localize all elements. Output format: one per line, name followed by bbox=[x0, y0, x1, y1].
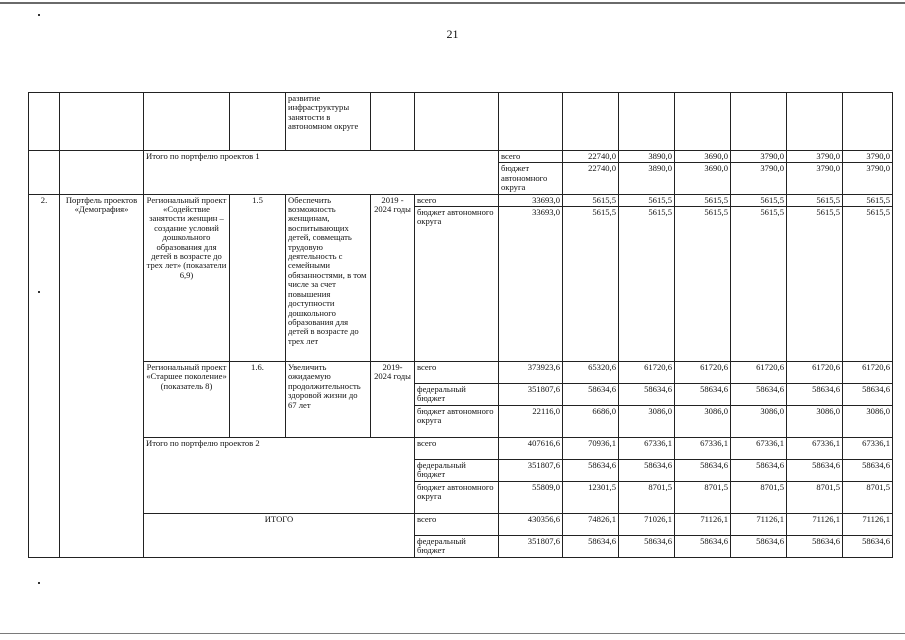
cell-portfolio: Портфель проектов «Демография» bbox=[60, 194, 144, 557]
page-number: 21 bbox=[446, 27, 459, 41]
cell-value: 58634,6 bbox=[787, 384, 843, 406]
cell-value: 3790,0 bbox=[843, 151, 893, 163]
cell-value: 3890,0 bbox=[619, 163, 675, 194]
scan-speck bbox=[38, 14, 40, 16]
cell-source: всего bbox=[415, 362, 499, 384]
cell-value: 71026,1 bbox=[619, 514, 675, 536]
cell-value: 33693,0 bbox=[499, 194, 563, 206]
cell-value: 5615,5 bbox=[675, 207, 731, 362]
cell-value: 5615,5 bbox=[675, 194, 731, 206]
cell-value: 5615,5 bbox=[563, 207, 619, 362]
cell-portfolio bbox=[60, 93, 144, 151]
cell-value: 67336,1 bbox=[787, 438, 843, 460]
cell-value: 22740,0 bbox=[563, 151, 619, 163]
cell-value: 8701,5 bbox=[787, 482, 843, 514]
cell-value: 5615,5 bbox=[787, 194, 843, 206]
cell-source: федеральный бюджет bbox=[415, 536, 499, 558]
cell-portfolio bbox=[60, 151, 144, 195]
cell-value: 3690,0 bbox=[675, 151, 731, 163]
cell-value: 3790,0 bbox=[731, 163, 787, 194]
table-row bbox=[29, 536, 893, 558]
cell-project bbox=[144, 93, 230, 151]
cell-value: 58634,6 bbox=[787, 536, 843, 558]
cell-value: 5615,5 bbox=[619, 207, 675, 362]
cell-source: бюджет автономного округа bbox=[415, 482, 499, 514]
cell-value: 67336,1 bbox=[675, 438, 731, 460]
cell-value: 58634,6 bbox=[731, 536, 787, 558]
portfolio2-total-label: Итого по портфелю проектов 2 bbox=[144, 438, 415, 514]
cell-value bbox=[619, 93, 675, 151]
cell-value: 3890,0 bbox=[619, 151, 675, 163]
cell-goal: развитие инфраструктуры занятости в автономном округе bbox=[286, 93, 371, 151]
cell-value: 3086,0 bbox=[731, 406, 787, 438]
cell-value: 8701,5 bbox=[731, 482, 787, 514]
cell-code: 1.5 bbox=[230, 194, 286, 361]
cell-source: федеральный бюджет bbox=[415, 460, 499, 482]
cell-value: 8701,5 bbox=[843, 482, 893, 514]
cell-source: бюджет автономного округа bbox=[415, 406, 499, 438]
cell-value: 71126,1 bbox=[675, 514, 731, 536]
cell-value: 12301,5 bbox=[563, 482, 619, 514]
bottom-border-line bbox=[0, 633, 905, 634]
cell-source: всего bbox=[415, 194, 499, 206]
cell-project: Региональный проект «Содействие занятости женщин – создание условий дошкольного образования для детей в возрасте до трех лет» (показатели 6,9) bbox=[144, 194, 230, 361]
cell-value: 61720,6 bbox=[843, 362, 893, 384]
cell-value: 3790,0 bbox=[731, 151, 787, 163]
cell-number bbox=[29, 93, 60, 151]
cell-value: 67336,1 bbox=[843, 438, 893, 460]
cell-value bbox=[499, 93, 563, 151]
cell-value: 407616,6 bbox=[499, 438, 563, 460]
cell-value bbox=[787, 93, 843, 151]
cell-value: 5615,5 bbox=[563, 194, 619, 206]
table-row bbox=[29, 438, 893, 460]
cell-value: 58634,6 bbox=[787, 460, 843, 482]
cell-source: федеральный бюджет bbox=[415, 384, 499, 406]
cell-value: 8701,5 bbox=[619, 482, 675, 514]
cell-value: 58634,6 bbox=[843, 460, 893, 482]
cell-value: 71126,1 bbox=[731, 514, 787, 536]
cell-value: 351807,6 bbox=[499, 460, 563, 482]
cell-value: 8701,5 bbox=[675, 482, 731, 514]
cell-value bbox=[563, 93, 619, 151]
cell-source: всего bbox=[499, 151, 563, 163]
cell-value: 5615,5 bbox=[731, 194, 787, 206]
cell-value: 67336,1 bbox=[619, 438, 675, 460]
cell-value: 5615,5 bbox=[843, 194, 893, 206]
cell-value: 58634,6 bbox=[731, 384, 787, 406]
cell-source: бюджет автономного округа bbox=[499, 163, 563, 194]
cell-value: 5615,5 bbox=[787, 207, 843, 362]
cell-number: 2. bbox=[29, 194, 60, 557]
cell-value: 58634,6 bbox=[563, 536, 619, 558]
cell-goal: Обеспечить возможность женщинам, воспитывающих детей, совмещать трудовую деятельность с семейными обязанностями, в том числе за счет повышения доступности дошкольного образования для детей в возрасте до трех лет bbox=[286, 194, 371, 361]
cell-value: 33693,0 bbox=[499, 207, 563, 362]
table-row bbox=[29, 362, 893, 384]
cell-value: 5615,5 bbox=[619, 194, 675, 206]
cell-source: бюджет автономного округа bbox=[415, 207, 499, 362]
cell-value: 70936,1 bbox=[563, 438, 619, 460]
cell-code bbox=[230, 93, 286, 151]
table-row bbox=[29, 151, 893, 163]
cell-source bbox=[415, 93, 499, 151]
cell-period bbox=[371, 93, 415, 151]
cell-value: 373923,6 bbox=[499, 362, 563, 384]
cell-source: всего bbox=[415, 438, 499, 460]
cell-value: 351807,6 bbox=[499, 536, 563, 558]
cell-value: 58634,6 bbox=[619, 536, 675, 558]
cell-value: 58634,6 bbox=[675, 460, 731, 482]
cell-goal: Увеличить ожидаемую продолжительность здоровой жизни до 67 лет bbox=[286, 362, 371, 438]
cell-value: 3790,0 bbox=[843, 163, 893, 194]
cell-value: 74826,1 bbox=[563, 514, 619, 536]
cell-value: 58634,6 bbox=[675, 536, 731, 558]
cell-value: 58634,6 bbox=[731, 460, 787, 482]
cell-value: 61720,6 bbox=[675, 362, 731, 384]
cell-value: 22116,0 bbox=[499, 406, 563, 438]
cell-value: 58634,6 bbox=[563, 460, 619, 482]
cell-value: 61720,6 bbox=[619, 362, 675, 384]
portfolio1-total-label: Итого по портфелю проектов 1 bbox=[144, 151, 499, 195]
cell-value: 3086,0 bbox=[675, 406, 731, 438]
grand-total-label-cont bbox=[144, 536, 415, 558]
cell-value: 58634,6 bbox=[619, 460, 675, 482]
cell-value: 58634,6 bbox=[619, 384, 675, 406]
cell-value: 58634,6 bbox=[843, 536, 893, 558]
cell-value: 67336,1 bbox=[731, 438, 787, 460]
cell-value: 3690,0 bbox=[675, 163, 731, 194]
cell-value bbox=[675, 93, 731, 151]
cell-value: 61720,6 bbox=[787, 362, 843, 384]
cell-code: 1.6. bbox=[230, 362, 286, 438]
cell-period: 2019- 2024 годы bbox=[371, 362, 415, 438]
grand-total-label: ИТОГО bbox=[144, 514, 415, 536]
cell-source: всего bbox=[415, 514, 499, 536]
table-row bbox=[29, 194, 893, 206]
cell-value bbox=[843, 93, 893, 151]
scan-speck bbox=[38, 582, 40, 584]
budget-table bbox=[28, 92, 893, 558]
cell-value: 5615,5 bbox=[843, 207, 893, 362]
cell-value: 71126,1 bbox=[787, 514, 843, 536]
cell-value: 430356,6 bbox=[499, 514, 563, 536]
cell-value: 22740,0 bbox=[563, 163, 619, 194]
cell-project: Региональный проект «Старшее поколение» (показатель 8) bbox=[144, 362, 230, 438]
cell-value: 61720,6 bbox=[731, 362, 787, 384]
cell-value: 5615,5 bbox=[731, 207, 787, 362]
cell-period: 2019 - 2024 годы bbox=[371, 194, 415, 361]
cell-value: 55809,0 bbox=[499, 482, 563, 514]
cell-value: 58634,6 bbox=[675, 384, 731, 406]
cell-number bbox=[29, 151, 60, 195]
table-row bbox=[29, 93, 893, 151]
cell-value: 58634,6 bbox=[843, 384, 893, 406]
cell-value: 351807,6 bbox=[499, 384, 563, 406]
cell-value: 65320,6 bbox=[563, 362, 619, 384]
top-border-line bbox=[0, 2, 905, 4]
cell-value: 3790,0 bbox=[787, 163, 843, 194]
cell-value bbox=[731, 93, 787, 151]
cell-value: 3086,0 bbox=[787, 406, 843, 438]
cell-value: 3086,0 bbox=[843, 406, 893, 438]
cell-value: 3790,0 bbox=[787, 151, 843, 163]
cell-value: 58634,6 bbox=[563, 384, 619, 406]
table-row bbox=[29, 514, 893, 536]
cell-value: 6686,0 bbox=[563, 406, 619, 438]
cell-value: 71126,1 bbox=[843, 514, 893, 536]
cell-value: 3086,0 bbox=[619, 406, 675, 438]
